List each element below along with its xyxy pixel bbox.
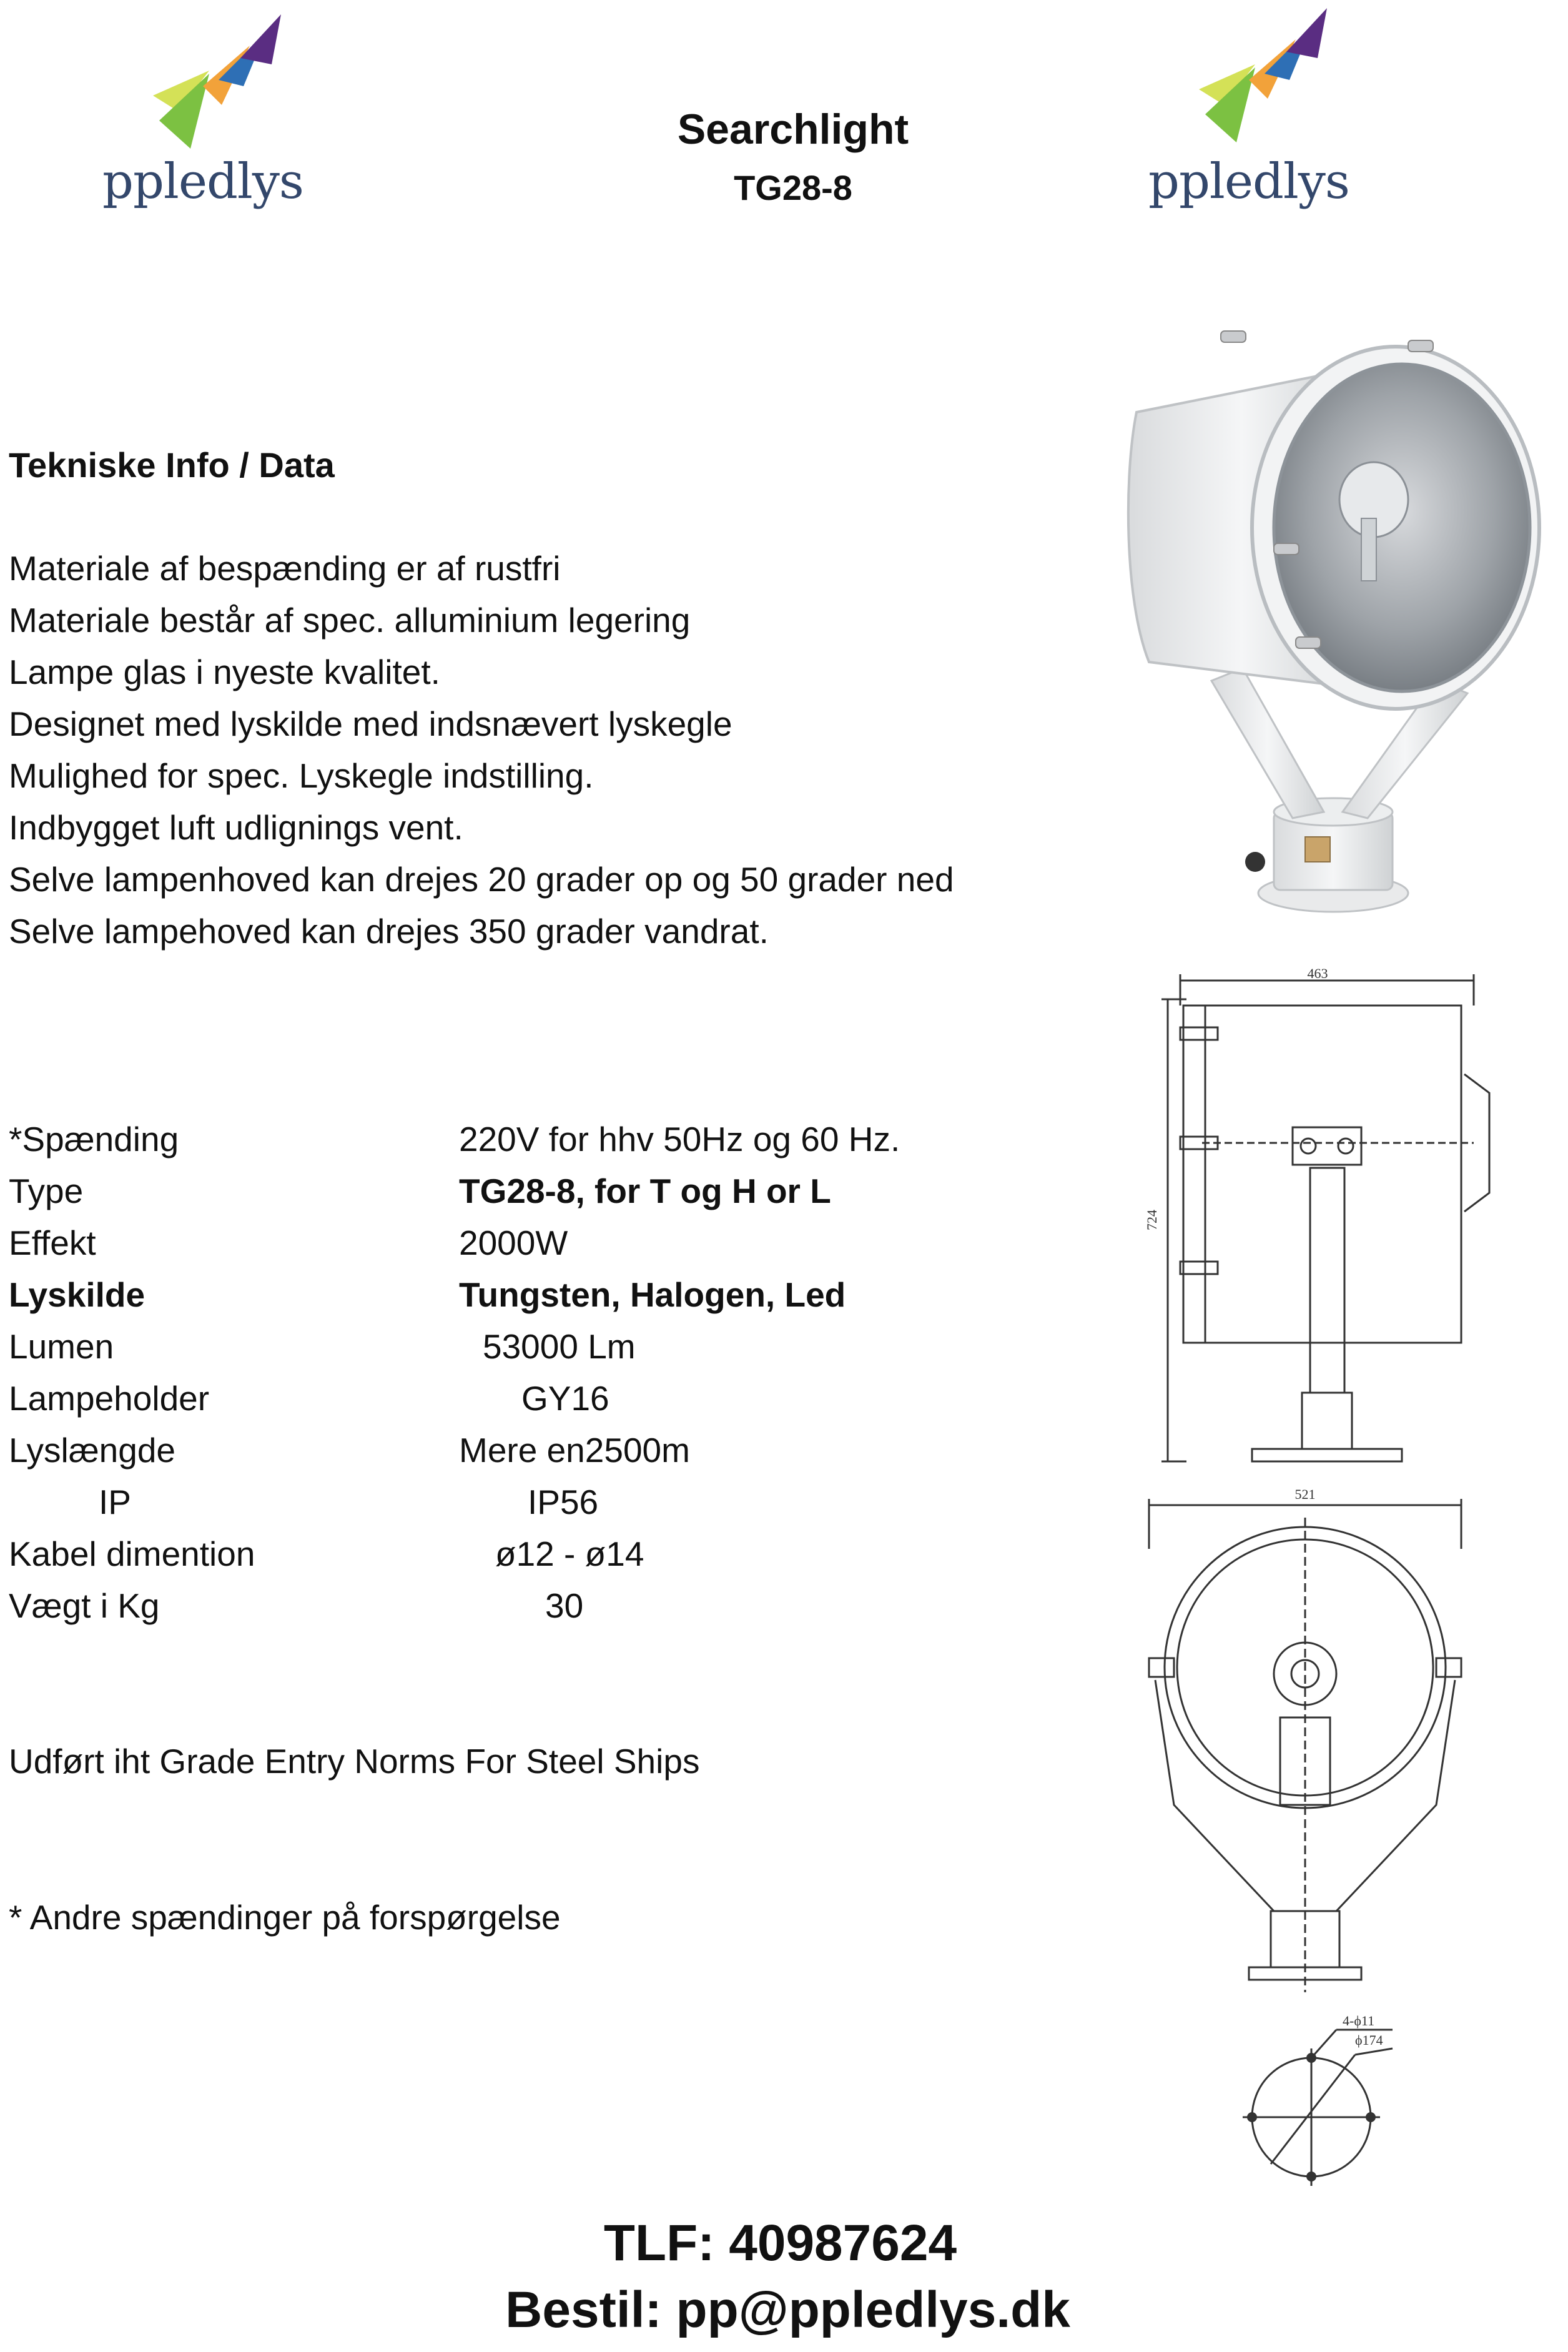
spec-value: 53000 Lm xyxy=(483,1327,636,1366)
spec-label: IP xyxy=(99,1483,131,1521)
norms-note: Udført iht Grade Entry Norms For Steel Ships xyxy=(9,1742,700,1781)
spec-label: *Spænding xyxy=(9,1120,179,1159)
spec-value: 2000W xyxy=(459,1223,568,1262)
contact-email[interactable]: Bestil: pp@ppledlys.dk xyxy=(505,2281,1070,2338)
technical-drawing-front xyxy=(1130,1480,1480,1992)
dim-pitch-circle: ϕ174 xyxy=(1355,2032,1383,2048)
section-heading: Tekniske Info / Data xyxy=(9,445,335,485)
logo-right xyxy=(1137,5,1361,210)
model-subtitle: TG28-8 xyxy=(734,168,852,207)
feature-line: Lampe glas i nyeste kvalitet. xyxy=(9,653,440,691)
feature-line: Indbygget luft udlignings vent. xyxy=(9,808,463,847)
spec-label: Effekt xyxy=(9,1223,96,1262)
feature-line: Designet med lyskilde med indsnævert lyskegle xyxy=(9,704,732,743)
feature-line: Materiale af bespænding er af rustfri xyxy=(9,549,561,588)
feature-line: Materiale består af spec. alluminium legering xyxy=(9,601,691,640)
spec-label: Type xyxy=(9,1172,84,1210)
logo-wordmark: ppledlys xyxy=(1148,154,1349,210)
technical-drawing-base xyxy=(1243,2005,1405,2192)
logo-wordmark: ppledlys xyxy=(102,154,303,210)
spec-label: Vægt i Kg xyxy=(9,1586,160,1625)
spec-label: Lyskilde xyxy=(9,1275,145,1314)
spec-value: Tungsten, Halogen, Led xyxy=(459,1275,846,1314)
feature-line: Mulighed for spec. Lyskegle indstilling. xyxy=(9,756,594,795)
voltage-note: * Andre spændinger på forspørgelse xyxy=(9,1898,561,1937)
spec-label: Kabel dimention xyxy=(9,1534,255,1573)
dim-bolt-holes: 4-ϕ11 xyxy=(1343,2013,1375,2028)
logo-arrows-icon xyxy=(1161,5,1349,155)
dim-height-side: 724 xyxy=(1144,1210,1160,1230)
contact-phone: TLF: 40987624 xyxy=(603,2215,957,2271)
dim-width-side: 463 xyxy=(1307,966,1328,981)
spec-label: Lampeholder xyxy=(9,1379,210,1418)
spec-value: ø12 - ø14 xyxy=(495,1534,644,1573)
spec-value: 30 xyxy=(545,1586,584,1625)
page-title: Searchlight xyxy=(677,106,909,153)
logo-left xyxy=(91,11,315,211)
spec-label: Lyslængde xyxy=(9,1431,176,1470)
logo-arrows-icon xyxy=(116,11,303,161)
spec-value: GY16 xyxy=(521,1379,609,1418)
spec-value: TG28-8, for T og H or L xyxy=(459,1172,831,1210)
technical-drawing-side xyxy=(1144,966,1492,1468)
spec-value: 220V for hhv 50Hz og 60 Hz. xyxy=(459,1120,900,1159)
feature-line: Selve lampenhoved kan drejes 20 grader op og 50 grader ned xyxy=(9,860,954,899)
feature-line: Selve lampehoved kan drejes 350 grader vandrat. xyxy=(9,912,769,951)
spec-value: IP56 xyxy=(528,1483,599,1521)
spec-value: Mere en2500m xyxy=(459,1431,690,1470)
dim-width-front: 521 xyxy=(1294,1486,1316,1502)
searchlight-photo xyxy=(1087,312,1549,937)
spec-label: Lumen xyxy=(9,1327,114,1366)
